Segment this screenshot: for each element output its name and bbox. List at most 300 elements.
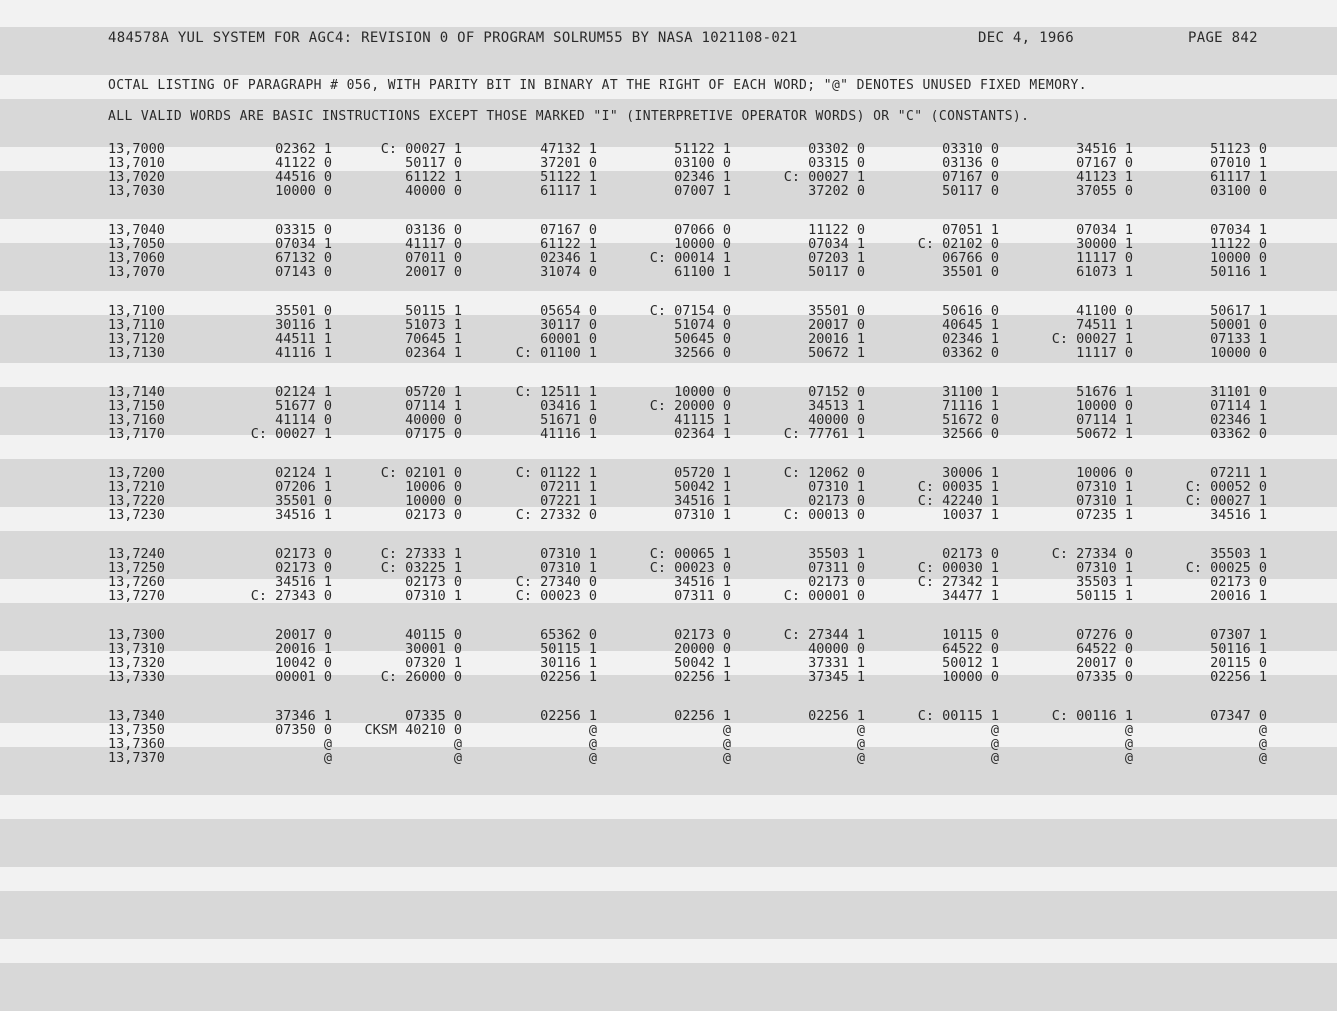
word-cell: 51672 0 <box>942 412 999 428</box>
word-cell: @ <box>588 722 597 738</box>
word-cell: 07310 1 <box>540 560 597 576</box>
word-cell: 74511 1 <box>1076 317 1133 333</box>
word-cell: @ <box>323 736 332 752</box>
word-cell: 05720 1 <box>405 384 462 400</box>
word-cell: 02173 0 <box>942 546 999 562</box>
word-cell: @ <box>453 736 462 752</box>
word-cell: 50001 0 <box>1210 317 1267 333</box>
word-cell: 51677 0 <box>275 398 332 414</box>
word-cell: 41117 0 <box>405 236 462 252</box>
word-cell: C: 20000 0 <box>649 398 731 414</box>
word-cell: 07221 1 <box>540 493 597 509</box>
word-cell: 03416 1 <box>540 398 597 414</box>
listing-title: 484578A YUL SYSTEM FOR AGC4: REVISION 0 OF PROGRAM SOLRUM55 BY NASA 1021108-021 <box>108 30 798 46</box>
word-cell: 02173 0 <box>275 546 332 562</box>
word-cell: 50117 0 <box>405 155 462 171</box>
word-cell: 51122 1 <box>540 169 597 185</box>
word-cell: 07350 0 <box>275 722 332 738</box>
word-cell: 34516 1 <box>674 493 731 509</box>
word-cell: 07320 1 <box>405 655 462 671</box>
word-cell: 10037 1 <box>942 507 999 523</box>
word-cell: C: 00116 1 <box>1051 708 1133 724</box>
word-cell: 07310 1 <box>1076 560 1133 576</box>
word-cell: @ <box>990 750 999 766</box>
word-cell: 71116 1 <box>942 398 999 414</box>
address-cell: 13,7060 <box>108 250 165 266</box>
word-cell: 07310 1 <box>1076 493 1133 509</box>
word-cell: @ <box>722 722 731 738</box>
word-cell: 02256 1 <box>540 708 597 724</box>
word-cell: 50645 0 <box>674 331 731 347</box>
paper-band <box>0 603 1337 651</box>
word-cell: 07211 1 <box>1210 465 1267 481</box>
word-cell: 03100 0 <box>1210 183 1267 199</box>
word-cell: @ <box>1124 722 1133 738</box>
word-cell: 20017 0 <box>1076 655 1133 671</box>
address-cell: 13,7150 <box>108 398 165 414</box>
address-cell: 13,7030 <box>108 183 165 199</box>
word-cell: 02173 0 <box>674 627 731 643</box>
word-cell: C: 00115 1 <box>917 708 999 724</box>
address-cell: 13,7270 <box>108 588 165 604</box>
word-cell: 41115 1 <box>674 412 731 428</box>
address-cell: 13,7300 <box>108 627 165 643</box>
word-cell: 37345 1 <box>808 669 865 685</box>
address-cell: 13,7360 <box>108 736 165 752</box>
word-cell: C: 27344 1 <box>783 627 865 643</box>
word-cell: 30116 1 <box>275 317 332 333</box>
word-cell: 07307 1 <box>1210 627 1267 643</box>
word-cell: 50012 1 <box>942 655 999 671</box>
word-cell: 07211 1 <box>540 479 597 495</box>
word-cell: 34516 1 <box>1076 141 1133 157</box>
word-cell: 02173 0 <box>1210 574 1267 590</box>
word-cell: 31100 1 <box>942 384 999 400</box>
word-cell: @ <box>856 736 865 752</box>
word-cell: 11117 0 <box>1076 250 1133 266</box>
address-cell: 13,7070 <box>108 264 165 280</box>
word-cell: C: 00027 1 <box>783 169 865 185</box>
word-cell: 64522 0 <box>942 641 999 657</box>
word-cell: 20017 0 <box>808 317 865 333</box>
word-cell: 10000 0 <box>674 236 731 252</box>
word-cell: 02364 1 <box>674 426 731 442</box>
address-cell: 13,7310 <box>108 641 165 657</box>
word-cell: 07311 0 <box>808 560 865 576</box>
address-cell: 13,7220 <box>108 493 165 509</box>
word-cell: C: 03225 1 <box>380 560 462 576</box>
word-cell: 61122 1 <box>405 169 462 185</box>
word-cell: 70645 1 <box>405 331 462 347</box>
word-cell: 07034 1 <box>275 236 332 252</box>
word-cell: 11117 0 <box>1076 345 1133 361</box>
word-cell: 10000 0 <box>1076 398 1133 414</box>
word-cell: 10000 0 <box>674 384 731 400</box>
word-cell: 03310 0 <box>942 141 999 157</box>
word-cell: C: 27343 0 <box>250 588 332 604</box>
word-cell: 10000 0 <box>405 493 462 509</box>
address-cell: 13,7240 <box>108 546 165 562</box>
paper-band <box>0 747 1337 795</box>
word-cell: 67132 0 <box>275 250 332 266</box>
paper-band <box>0 819 1337 867</box>
word-cell: C: 01122 1 <box>515 465 597 481</box>
paper-band <box>0 891 1337 939</box>
address-cell: 13,7200 <box>108 465 165 481</box>
word-cell: 51676 1 <box>1076 384 1133 400</box>
word-cell: 02346 1 <box>540 250 597 266</box>
word-cell: C: 00023 0 <box>515 588 597 604</box>
word-cell: 07310 1 <box>540 546 597 562</box>
word-cell: 02362 1 <box>275 141 332 157</box>
word-cell: 02364 1 <box>405 345 462 361</box>
word-cell: 40000 0 <box>808 412 865 428</box>
word-cell: 05720 1 <box>674 465 731 481</box>
word-cell: 02256 1 <box>540 669 597 685</box>
word-cell: 07167 0 <box>1076 155 1133 171</box>
word-cell: 07133 1 <box>1210 331 1267 347</box>
address-cell: 13,7170 <box>108 426 165 442</box>
word-cell: 35503 1 <box>1076 574 1133 590</box>
word-cell: 07310 1 <box>674 507 731 523</box>
address-cell: 13,7160 <box>108 412 165 428</box>
word-cell: 44516 0 <box>275 169 332 185</box>
word-cell: 07114 1 <box>1210 398 1267 414</box>
word-cell: 65362 0 <box>540 627 597 643</box>
word-cell: 50042 1 <box>674 655 731 671</box>
word-cell: 50616 0 <box>942 303 999 319</box>
word-cell: 30006 1 <box>942 465 999 481</box>
word-cell: 34516 1 <box>275 574 332 590</box>
word-cell: @ <box>722 736 731 752</box>
word-cell: 20016 1 <box>275 641 332 657</box>
word-cell: 61073 1 <box>1076 264 1133 280</box>
word-cell: 07034 1 <box>1076 222 1133 238</box>
word-cell: 34477 1 <box>942 588 999 604</box>
page-number: PAGE 842 <box>1188 30 1258 46</box>
word-cell: 02346 1 <box>1210 412 1267 428</box>
word-cell: 11122 0 <box>1210 236 1267 252</box>
address-cell: 13,7100 <box>108 303 165 319</box>
word-cell: 41116 1 <box>275 345 332 361</box>
word-cell: C: 27342 1 <box>917 574 999 590</box>
word-cell: 30117 0 <box>540 317 597 333</box>
word-cell: 07051 1 <box>942 222 999 238</box>
word-cell: @ <box>323 750 332 766</box>
address-cell: 13,7260 <box>108 574 165 590</box>
word-cell: 20016 1 <box>1210 588 1267 604</box>
word-cell: 02256 1 <box>1210 669 1267 685</box>
word-cell: @ <box>1258 750 1267 766</box>
word-cell: 07310 1 <box>1076 479 1133 495</box>
word-cell: 10006 0 <box>1076 465 1133 481</box>
word-cell: 32566 0 <box>674 345 731 361</box>
word-cell: 07007 1 <box>674 183 731 199</box>
word-cell: 03100 0 <box>674 155 731 171</box>
word-cell: 35503 1 <box>1210 546 1267 562</box>
address-cell: 13,7120 <box>108 331 165 347</box>
word-cell: 50672 1 <box>808 345 865 361</box>
word-cell: 50117 0 <box>942 183 999 199</box>
word-cell: 07010 1 <box>1210 155 1267 171</box>
word-cell: C: 00001 0 <box>783 588 865 604</box>
word-cell: 02173 0 <box>808 493 865 509</box>
word-cell: 34513 1 <box>808 398 865 414</box>
address-cell: 13,7050 <box>108 236 165 252</box>
word-cell: 50672 1 <box>1076 426 1133 442</box>
intro-line-1: OCTAL LISTING OF PARAGRAPH # 056, WITH PARITY BIT IN BINARY AT THE RIGHT OF EACH WORD; "@" DENOTES UNUSED FIXED MEMORY. <box>108 78 1087 93</box>
word-cell: 07034 1 <box>808 236 865 252</box>
word-cell: 41114 0 <box>275 412 332 428</box>
word-cell: C: 77761 1 <box>783 426 865 442</box>
word-cell: 07203 1 <box>808 250 865 266</box>
word-cell: 07175 0 <box>405 426 462 442</box>
paper-band <box>0 459 1337 507</box>
word-cell: 02173 0 <box>275 560 332 576</box>
word-cell: C: 27333 1 <box>380 546 462 562</box>
word-cell: 40000 0 <box>808 641 865 657</box>
word-cell: 34516 1 <box>674 574 731 590</box>
word-cell: 07206 1 <box>275 479 332 495</box>
word-cell: 06766 0 <box>942 250 999 266</box>
word-cell: 35501 0 <box>275 493 332 509</box>
word-cell: 50617 1 <box>1210 303 1267 319</box>
address-cell: 13,7230 <box>108 507 165 523</box>
intro-line-2: ALL VALID WORDS ARE BASIC INSTRUCTIONS EXCEPT THOSE MARKED "I" (INTERPRETIVE OPERATOR WORDS) OR "C" (CONSTANTS). <box>108 109 1030 124</box>
word-cell: 07335 0 <box>1076 669 1133 685</box>
word-cell: 10000 0 <box>1210 250 1267 266</box>
address-cell: 13,7000 <box>108 141 165 157</box>
word-cell: @ <box>1124 736 1133 752</box>
word-cell: 10006 0 <box>405 479 462 495</box>
word-cell: 51074 0 <box>674 317 731 333</box>
word-cell: 51671 0 <box>540 412 597 428</box>
word-cell: 47132 1 <box>540 141 597 157</box>
word-cell: 02124 1 <box>275 465 332 481</box>
word-cell: C: 00065 1 <box>649 546 731 562</box>
word-cell: 34516 1 <box>1210 507 1267 523</box>
word-cell: 10115 0 <box>942 627 999 643</box>
address-cell: 13,7340 <box>108 708 165 724</box>
word-cell: 50117 0 <box>808 264 865 280</box>
word-cell: C: 00027 1 <box>1185 493 1267 509</box>
word-cell: C: 00035 1 <box>917 479 999 495</box>
word-cell: @ <box>990 736 999 752</box>
word-cell: @ <box>1258 722 1267 738</box>
word-cell: C: 42240 1 <box>917 493 999 509</box>
word-cell: C: 00014 1 <box>649 250 731 266</box>
word-cell: 07167 0 <box>942 169 999 185</box>
paper-band <box>0 171 1337 219</box>
word-cell: 32566 0 <box>942 426 999 442</box>
word-cell: 64522 0 <box>1076 641 1133 657</box>
word-cell: C: 27340 0 <box>515 574 597 590</box>
word-cell: 20017 0 <box>405 264 462 280</box>
word-cell: 37202 0 <box>808 183 865 199</box>
word-cell: 50116 1 <box>1210 264 1267 280</box>
word-cell: 03315 0 <box>808 155 865 171</box>
word-cell: 03136 0 <box>942 155 999 171</box>
word-cell: C: 27334 0 <box>1051 546 1133 562</box>
word-cell: 60001 0 <box>540 331 597 347</box>
word-cell: C: 26000 0 <box>380 669 462 685</box>
word-cell: 35501 0 <box>942 264 999 280</box>
word-cell: C: 00023 0 <box>649 560 731 576</box>
address-cell: 13,7140 <box>108 384 165 400</box>
address-cell: 13,7020 <box>108 169 165 185</box>
word-cell: @ <box>1258 736 1267 752</box>
word-cell: C: 12511 1 <box>515 384 597 400</box>
word-cell: 10042 0 <box>275 655 332 671</box>
word-cell: 20115 0 <box>1210 655 1267 671</box>
word-cell: 50042 1 <box>674 479 731 495</box>
word-cell: 03315 0 <box>275 222 332 238</box>
word-cell: 02346 1 <box>942 331 999 347</box>
word-cell: 07066 0 <box>674 222 731 238</box>
word-cell: 44511 1 <box>275 331 332 347</box>
word-cell: 07347 0 <box>1210 708 1267 724</box>
word-cell: 07335 0 <box>405 708 462 724</box>
word-cell: 07034 1 <box>1210 222 1267 238</box>
word-cell: 35501 0 <box>275 303 332 319</box>
word-cell: C: 27332 0 <box>515 507 597 523</box>
word-cell: 20016 1 <box>808 331 865 347</box>
word-cell: 37331 1 <box>808 655 865 671</box>
word-cell: 50115 1 <box>1076 588 1133 604</box>
address-cell: 13,7040 <box>108 222 165 238</box>
word-cell: 51122 1 <box>674 141 731 157</box>
word-cell: C: 02101 0 <box>380 465 462 481</box>
word-cell: 37201 0 <box>540 155 597 171</box>
word-cell: C: 00027 1 <box>1051 331 1133 347</box>
word-cell: 35503 1 <box>808 546 865 562</box>
word-cell: @ <box>588 736 597 752</box>
word-cell: 35501 0 <box>808 303 865 319</box>
word-cell: C: 07154 0 <box>649 303 731 319</box>
word-cell: 51123 0 <box>1210 141 1267 157</box>
word-cell: 02346 1 <box>674 169 731 185</box>
word-cell: C: 00030 1 <box>917 560 999 576</box>
word-cell: 20000 0 <box>674 641 731 657</box>
word-cell: 02256 1 <box>674 708 731 724</box>
address-cell: 13,7010 <box>108 155 165 171</box>
address-cell: 13,7320 <box>108 655 165 671</box>
word-cell: 61122 1 <box>540 236 597 252</box>
word-cell: 02256 1 <box>808 708 865 724</box>
word-cell: 41122 0 <box>275 155 332 171</box>
word-cell: 03302 0 <box>808 141 865 157</box>
word-cell: C: 00013 0 <box>783 507 865 523</box>
word-cell: 50116 1 <box>1210 641 1267 657</box>
word-cell: 40115 0 <box>405 627 462 643</box>
word-cell: 02173 0 <box>808 574 865 590</box>
paper-band <box>0 675 1337 723</box>
word-cell: @ <box>990 722 999 738</box>
word-cell: 50115 1 <box>540 641 597 657</box>
word-cell: 61117 1 <box>540 183 597 199</box>
word-cell: 41123 1 <box>1076 169 1133 185</box>
word-cell: 61117 1 <box>1210 169 1267 185</box>
address-cell: 13,7210 <box>108 479 165 495</box>
word-cell: 10000 0 <box>942 669 999 685</box>
word-cell: 02173 0 <box>405 574 462 590</box>
word-cell: @ <box>588 750 597 766</box>
word-cell: 07235 1 <box>1076 507 1133 523</box>
address-cell: 13,7250 <box>108 560 165 576</box>
word-cell: 31101 0 <box>1210 384 1267 400</box>
word-cell: 40000 0 <box>405 412 462 428</box>
word-cell: 00001 0 <box>275 669 332 685</box>
word-cell: 03362 0 <box>942 345 999 361</box>
word-cell: 02173 0 <box>405 507 462 523</box>
word-cell: 07310 1 <box>808 479 865 495</box>
address-cell: 13,7130 <box>108 345 165 361</box>
word-cell: 02124 1 <box>275 384 332 400</box>
word-cell: C: 00025 0 <box>1185 560 1267 576</box>
address-cell: 13,7330 <box>108 669 165 685</box>
word-cell: 31074 0 <box>540 264 597 280</box>
word-cell: 03362 0 <box>1210 426 1267 442</box>
word-cell: @ <box>1124 750 1133 766</box>
address-cell: 13,7370 <box>108 750 165 766</box>
word-cell: 07311 0 <box>674 588 731 604</box>
word-cell: 40000 0 <box>405 183 462 199</box>
address-cell: 13,7350 <box>108 722 165 738</box>
word-cell: 07152 0 <box>808 384 865 400</box>
paper-band <box>0 963 1337 1011</box>
word-cell: @ <box>856 750 865 766</box>
word-cell: 07276 0 <box>1076 627 1133 643</box>
word-cell: 11122 0 <box>808 222 865 238</box>
word-cell: 05654 0 <box>540 303 597 319</box>
word-cell: C: 00027 1 <box>250 426 332 442</box>
word-cell: @ <box>722 750 731 766</box>
word-cell: 30000 1 <box>1076 236 1133 252</box>
address-cell: 13,7110 <box>108 317 165 333</box>
word-cell: 07310 1 <box>405 588 462 604</box>
word-cell: C: 00052 0 <box>1185 479 1267 495</box>
word-cell: 41116 1 <box>540 426 597 442</box>
word-cell: 34516 1 <box>275 507 332 523</box>
word-cell: 07167 0 <box>540 222 597 238</box>
word-cell: C: 02102 0 <box>917 236 999 252</box>
word-cell: 07011 0 <box>405 250 462 266</box>
word-cell: 37346 1 <box>275 708 332 724</box>
word-cell: C: 12062 0 <box>783 465 865 481</box>
word-cell: 07143 0 <box>275 264 332 280</box>
word-cell: 50115 1 <box>405 303 462 319</box>
word-cell: C: 00027 1 <box>380 141 462 157</box>
word-cell: 07114 1 <box>1076 412 1133 428</box>
word-cell: @ <box>453 750 462 766</box>
word-cell: 30116 1 <box>540 655 597 671</box>
word-cell: 10000 0 <box>275 183 332 199</box>
word-cell: @ <box>856 722 865 738</box>
word-cell: 37055 0 <box>1076 183 1133 199</box>
word-cell: 03136 0 <box>405 222 462 238</box>
word-cell: 61100 1 <box>674 264 731 280</box>
word-cell: 07114 1 <box>405 398 462 414</box>
word-cell: 20017 0 <box>275 627 332 643</box>
paper-band <box>0 315 1337 363</box>
word-cell: 02256 1 <box>674 669 731 685</box>
listing-date: DEC 4, 1966 <box>978 30 1075 46</box>
word-cell: C: 01100 1 <box>515 345 597 361</box>
word-cell: 40645 1 <box>942 317 999 333</box>
word-cell: CKSM 40210 0 <box>364 722 462 738</box>
word-cell: 41100 0 <box>1076 303 1133 319</box>
word-cell: 10000 0 <box>1210 345 1267 361</box>
